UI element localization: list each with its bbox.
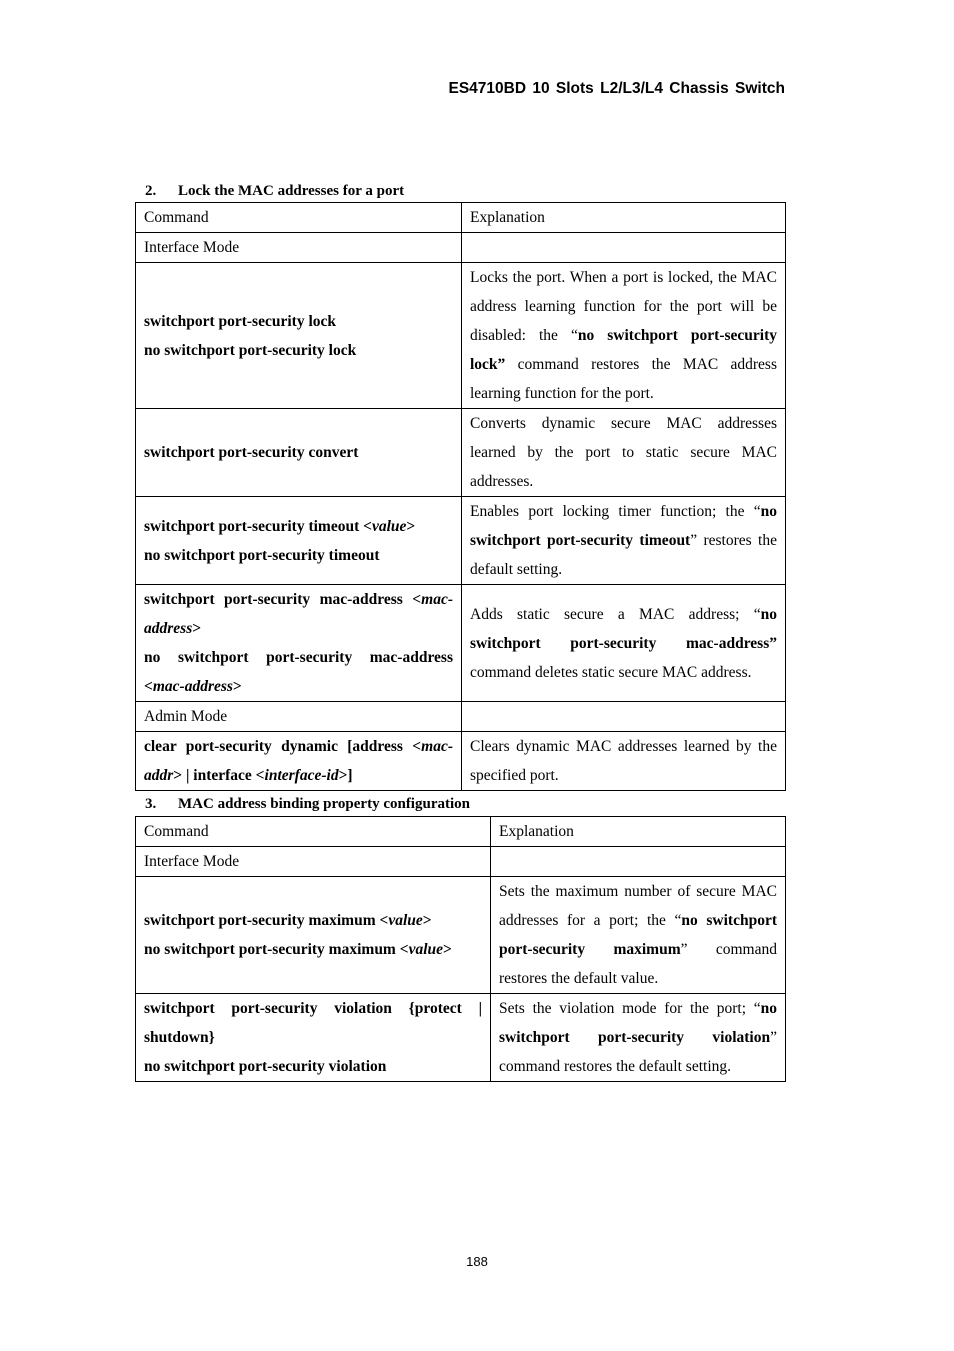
command-text: > bbox=[232, 678, 242, 695]
section-3-table bbox=[135, 816, 786, 1082]
command-param: mac-address bbox=[152, 678, 233, 695]
command-cell bbox=[136, 263, 462, 409]
column-header-explanation: Explanation bbox=[462, 203, 786, 233]
command-text: switchport port-security timeout < bbox=[144, 517, 372, 535]
explanation-text: command restores the MAC address learning function for the port. bbox=[470, 356, 777, 402]
command-param: interface-id bbox=[264, 767, 339, 784]
explanation-text: ” command restores the default value. bbox=[499, 941, 777, 987]
explanation-text: ” restores the default setting. bbox=[470, 532, 777, 578]
command-text: switchport port-security violation {protect | shutdown} bbox=[144, 1000, 482, 1046]
empty-cell bbox=[462, 702, 786, 732]
command-cell bbox=[136, 994, 491, 1082]
command-cell bbox=[136, 877, 491, 994]
column-header-explanation: Explanation bbox=[491, 817, 786, 847]
table-row bbox=[136, 994, 786, 1082]
command-text: < bbox=[412, 738, 422, 755]
explanation-text: Converts dynamic secure MAC addresses learned by the port to static secure MAC addresses. bbox=[470, 415, 777, 490]
explanation-text: Locks the port. When a port is locked, the MAC address learning function for the port will be disabled: the “ bbox=[470, 269, 777, 344]
command-text: switchport port-security convert bbox=[144, 444, 359, 461]
explanation-cell bbox=[462, 263, 786, 409]
explanation-cell bbox=[462, 497, 786, 585]
explanation-text: Enables port locking timer function; the “ bbox=[470, 503, 761, 520]
section-2-heading bbox=[145, 183, 404, 200]
command-text: < bbox=[412, 591, 422, 608]
explanation-command: no switchport port-security timeout bbox=[470, 503, 777, 549]
table-row bbox=[136, 409, 786, 497]
command-text: no switchport port-security mac-address bbox=[144, 649, 453, 666]
section-title: Lock the MAC addresses for a port bbox=[178, 183, 405, 199]
command-text: no switchport port-security lock bbox=[144, 341, 357, 359]
command-text: no switchport port-security timeout bbox=[144, 546, 380, 564]
section-3-heading bbox=[145, 796, 470, 813]
explanation-cell bbox=[491, 994, 786, 1082]
explanation-command: no switchport port-security mac-address” bbox=[470, 605, 777, 652]
command-text: < bbox=[144, 678, 153, 695]
command-text: > bbox=[406, 517, 416, 535]
explanation-cell bbox=[462, 732, 786, 791]
command-text: switchport port-security mac-address bbox=[144, 591, 413, 608]
command-cell bbox=[136, 732, 462, 791]
explanation-cell bbox=[462, 585, 786, 702]
explanation-cell bbox=[491, 877, 786, 994]
command-text: no switchport port-security maximum < bbox=[144, 941, 409, 958]
mode-row bbox=[136, 233, 786, 263]
explanation-text: command deletes static secure MAC address. bbox=[470, 663, 752, 681]
table-header-row bbox=[136, 817, 786, 847]
table-row bbox=[136, 263, 786, 409]
explanation-command: no switchport port-security maximum bbox=[499, 912, 777, 958]
section-number: 2. bbox=[145, 183, 157, 199]
command-text: clear port-security dynamic [address bbox=[144, 738, 413, 755]
table-row bbox=[136, 877, 786, 994]
table-row bbox=[136, 585, 786, 702]
table-row bbox=[136, 732, 786, 791]
command-text: > | interface < bbox=[173, 767, 265, 784]
command-param: value bbox=[371, 517, 407, 535]
command-cell bbox=[136, 409, 462, 497]
mode-label: Admin Mode bbox=[136, 702, 462, 732]
column-header-command: Command bbox=[136, 203, 462, 233]
table-row bbox=[136, 497, 786, 585]
section-title: MAC address binding property configuration bbox=[178, 796, 470, 812]
command-text: >] bbox=[338, 767, 353, 784]
empty-cell bbox=[462, 233, 786, 263]
command-param: mac-addr bbox=[144, 738, 453, 784]
explanation-text: Sets the violation mode for the port; “ bbox=[499, 1000, 761, 1017]
table-header-row bbox=[136, 203, 786, 233]
explanation-cell bbox=[462, 409, 786, 497]
command-text: switchport port-security lock bbox=[144, 312, 336, 330]
mode-label: Interface Mode bbox=[136, 233, 462, 263]
empty-cell bbox=[491, 847, 786, 877]
command-text: no switchport port-security violation bbox=[144, 1058, 387, 1075]
explanation-text: Clears dynamic MAC addresses learned by the specified port. bbox=[470, 738, 777, 784]
command-param: mac-address bbox=[144, 591, 453, 637]
column-header-command: Command bbox=[136, 817, 491, 847]
explanation-command: no switchport port-security lock” bbox=[470, 327, 777, 373]
command-param: value bbox=[388, 912, 423, 929]
mode-label: Interface Mode bbox=[136, 847, 491, 877]
command-cell bbox=[136, 585, 462, 702]
command-cell bbox=[136, 497, 462, 585]
command-text: switchport port-security maximum < bbox=[144, 912, 389, 929]
command-text: > bbox=[443, 941, 452, 958]
section-2-table bbox=[135, 202, 786, 791]
command-text: > bbox=[422, 912, 432, 929]
explanation-text: ” command restores the default setting. bbox=[499, 1029, 777, 1075]
section-number: 3. bbox=[145, 796, 157, 812]
document-header: ES4710BD 10 Slots L2/L3/L4 Chassis Switch bbox=[448, 80, 785, 97]
explanation-text: Sets the maximum number of secure MAC addresses for a port; the “ bbox=[499, 883, 777, 929]
page-number: 188 bbox=[466, 1254, 488, 1269]
command-param: value bbox=[408, 941, 443, 958]
mode-row bbox=[136, 847, 786, 877]
command-text: > bbox=[192, 620, 202, 637]
explanation-text: Adds static secure a MAC address; “ bbox=[470, 605, 761, 623]
explanation-command: no switchport port-security violation bbox=[499, 1000, 777, 1046]
mode-row bbox=[136, 702, 786, 732]
